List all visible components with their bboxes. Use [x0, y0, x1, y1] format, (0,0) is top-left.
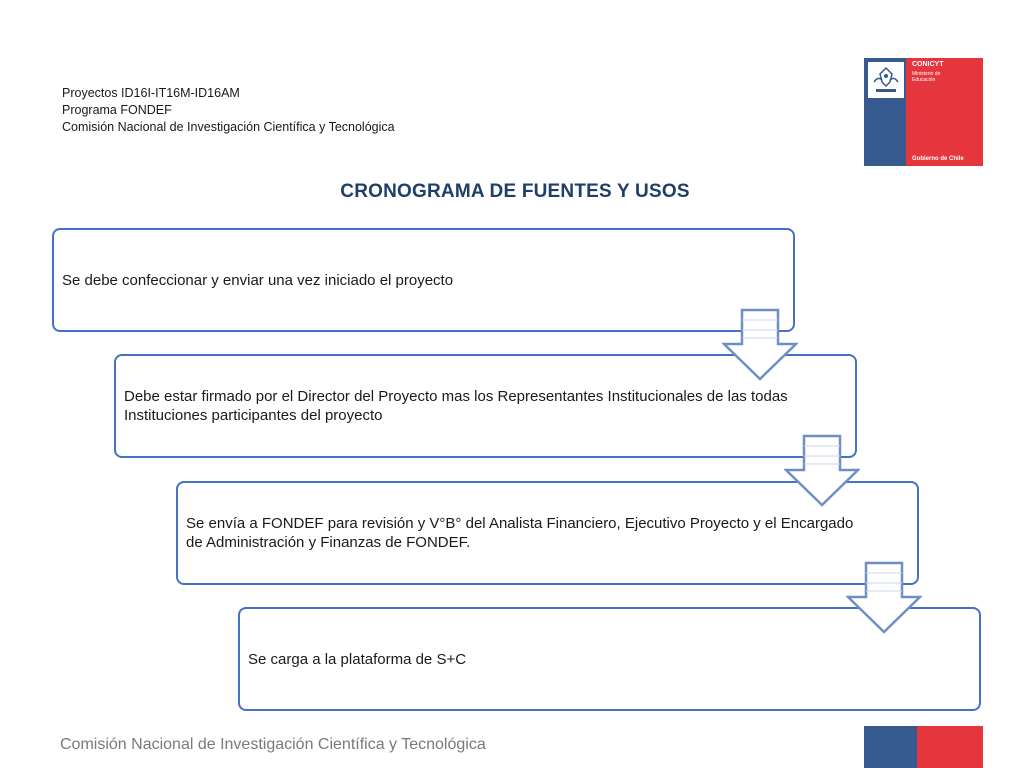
header-program: Programa FONDEF — [62, 103, 172, 117]
header-block — [62, 85, 395, 136]
footer-commission-name: Comisión Nacional de Investigación Científica y Tecnológica — [60, 736, 486, 753]
conicyt-logo — [864, 58, 983, 166]
step-text-1: Se debe confeccionar y enviar una vez iniciado el proyecto — [62, 271, 454, 289]
logo-government: Gobierno de Chile — [912, 156, 964, 162]
step-text-3: Se envía a FONDEF para revisión y V°B° del Analista Financiero, Ejecutivo Proyecto y el Encargado de Administración y Finanzas de FONDEF. — [186, 515, 854, 551]
down-arrow-icon — [784, 434, 860, 508]
step-box-1 — [52, 228, 795, 332]
down-arrow-icon — [846, 561, 922, 635]
footer-blue-band — [864, 726, 917, 768]
down-arrow-icon — [722, 308, 798, 382]
coat-of-arms-icon — [868, 62, 904, 98]
step-text-4: Se carga a la plataforma de S+C — [248, 650, 467, 668]
footer-red-band — [917, 726, 983, 768]
header-project-codes: Proyectos ID16I-IT16M-ID16AM — [62, 86, 240, 100]
step-text-2: Debe estar firmado por el Director del Proyecto mas los Representantes Institucionales de las todas Instituciones participantes del proyecto — [124, 388, 788, 424]
logo-ministry: Ministerio de Educación — [912, 71, 941, 83]
logo-name: CONICYT — [912, 61, 944, 68]
header-commission: Comisión Nacional de Investigación Científica y Tecnológica — [62, 120, 395, 134]
page-title: CRONOGRAMA DE FUENTES Y USOS — [340, 181, 690, 202]
